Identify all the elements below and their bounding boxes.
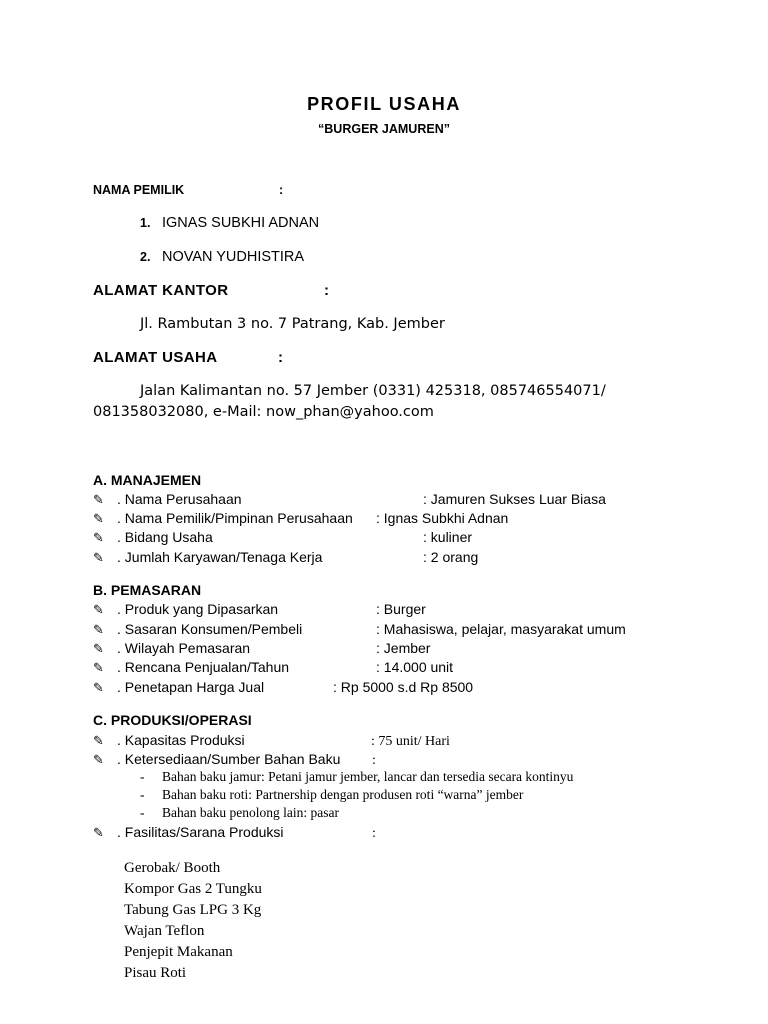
pencil-icon: ✎ (93, 642, 104, 657)
row-value: : 2 orang (423, 549, 479, 565)
pencil-icon: ✎ (93, 734, 104, 749)
section-b-row (93, 600, 278, 620)
facility-item: Wajan Teflon (124, 923, 205, 939)
row-value: : 14.000 unit (376, 659, 454, 675)
pencil-icon: ✎ (93, 623, 104, 638)
page-subtitle: “BURGER JAMUREN” (318, 122, 450, 136)
dash-bullet: - (140, 805, 145, 820)
pencil-icon: ✎ (93, 661, 104, 676)
facility-item: Tabung Gas LPG 3 Kg (124, 902, 262, 918)
row-label: . Ketersediaan/Sumber Bahan Baku (117, 751, 341, 767)
row-value: : Rp 5000 s.d Rp 8500 (333, 679, 474, 695)
row-value: : Jember (376, 640, 431, 656)
row-label: . Fasilitas/Sarana Produksi (117, 824, 284, 840)
row-label: . Kapasitas Produksi (117, 732, 245, 748)
section-b-row (93, 678, 264, 698)
row-label: . Bidang Usaha (117, 529, 213, 545)
dash-bullet: - (140, 787, 145, 802)
section-a-row (93, 548, 322, 568)
row-label: . Rencana Penjualan/Tahun (117, 659, 290, 675)
owner-name: NOVAN YUDHISTIRA (162, 249, 305, 265)
facility-list (124, 858, 262, 984)
row-value: : Burger (376, 601, 426, 617)
pencil-icon: ✎ (93, 753, 104, 768)
section-a-heading: A. MANAJEMEN (93, 472, 202, 488)
business-address-line2: 081358032080, e-Mail: now_phan@yahoo.com (93, 404, 434, 420)
supply-item-text: Bahan baku roti: Partnership dengan produsen roti “warna” jember (162, 787, 524, 802)
business-address-line1: Jalan Kalimantan no. 57 Jember (0331) 425318, 085746554071/ (140, 383, 606, 399)
owner-name: IGNAS SUBKHI ADNAN (162, 215, 320, 231)
row-label: . Sasaran Konsumen/Pembeli (117, 621, 303, 637)
section-a-row (93, 490, 242, 510)
row-label: . Produk yang Dipasarkan (117, 601, 279, 617)
facility-item: Penjepit Makanan (124, 944, 233, 960)
row-value: : (372, 826, 376, 841)
owner-colon: : (279, 183, 284, 197)
office-colon: : (324, 282, 330, 299)
office-address: Jl. Rambutan 3 no. 7 Patrang, Kab. Jember (140, 316, 445, 332)
supply-item-text: Bahan baku penolong lain: pasar (162, 805, 339, 820)
section-c-row (93, 823, 284, 843)
section-c-row (93, 731, 245, 751)
supply-item-text: Bahan baku jamur: Petani jamur jember, lancar dan tersedia secara kontinyu (162, 769, 574, 784)
row-label: . Jumlah Karyawan/Tenaga Kerja (117, 549, 323, 565)
section-b-row (93, 658, 289, 678)
pencil-icon: ✎ (93, 603, 104, 618)
pencil-icon: ✎ (93, 512, 104, 527)
owner-item (140, 215, 319, 231)
row-value: : Mahasiswa, pelajar, masyarakat umum (376, 621, 626, 637)
owner-label: NAMA PEMILIK (93, 183, 185, 197)
business-address-colon: : (278, 349, 284, 366)
section-b-heading: B. PEMASARAN (93, 582, 202, 598)
row-value: : 75 unit/ Hari (371, 734, 450, 749)
row-value: : Jamuren Sukses Luar Biasa (423, 491, 606, 507)
section-b-row (93, 620, 302, 640)
pencil-icon: ✎ (93, 551, 104, 566)
section-a-row (93, 509, 353, 529)
section-c-row (93, 750, 340, 770)
pencil-icon: ✎ (93, 681, 104, 696)
pencil-icon: ✎ (93, 493, 104, 508)
facility-item: Kompor Gas 2 Tungku (124, 881, 262, 897)
owner-number: 1. (140, 216, 151, 230)
row-value: : Ignas Subkhi Adnan (376, 510, 509, 526)
dash-bullet: - (140, 769, 145, 784)
row-value: : kuliner (423, 529, 473, 545)
row-label: . Nama Pemilik/Pimpinan Perusahaan (117, 510, 353, 526)
pencil-icon: ✎ (93, 531, 104, 546)
row-label: . Penetapan Harga Jual (117, 679, 265, 695)
row-value: : (372, 753, 376, 768)
row-label: . Wilayah Pemasaran (117, 640, 251, 656)
supply-item (140, 787, 523, 803)
owner-item (140, 249, 304, 265)
section-b-row (93, 639, 250, 659)
supply-item (140, 769, 573, 785)
supply-item (140, 805, 339, 821)
page-title: PROFIL USAHA (307, 94, 461, 114)
facility-item: Pisau Roti (124, 965, 187, 981)
office-label: ALAMAT KANTOR (93, 282, 229, 299)
business-address-label: ALAMAT USAHA (93, 349, 218, 366)
section-c-heading: C. PRODUKSI/OPERASI (93, 712, 252, 728)
pencil-icon: ✎ (93, 826, 104, 841)
owner-number: 2. (140, 250, 151, 264)
row-label: . Nama Perusahaan (117, 491, 242, 507)
facility-item: Gerobak/ Booth (124, 860, 221, 876)
section-a-row (93, 528, 213, 548)
